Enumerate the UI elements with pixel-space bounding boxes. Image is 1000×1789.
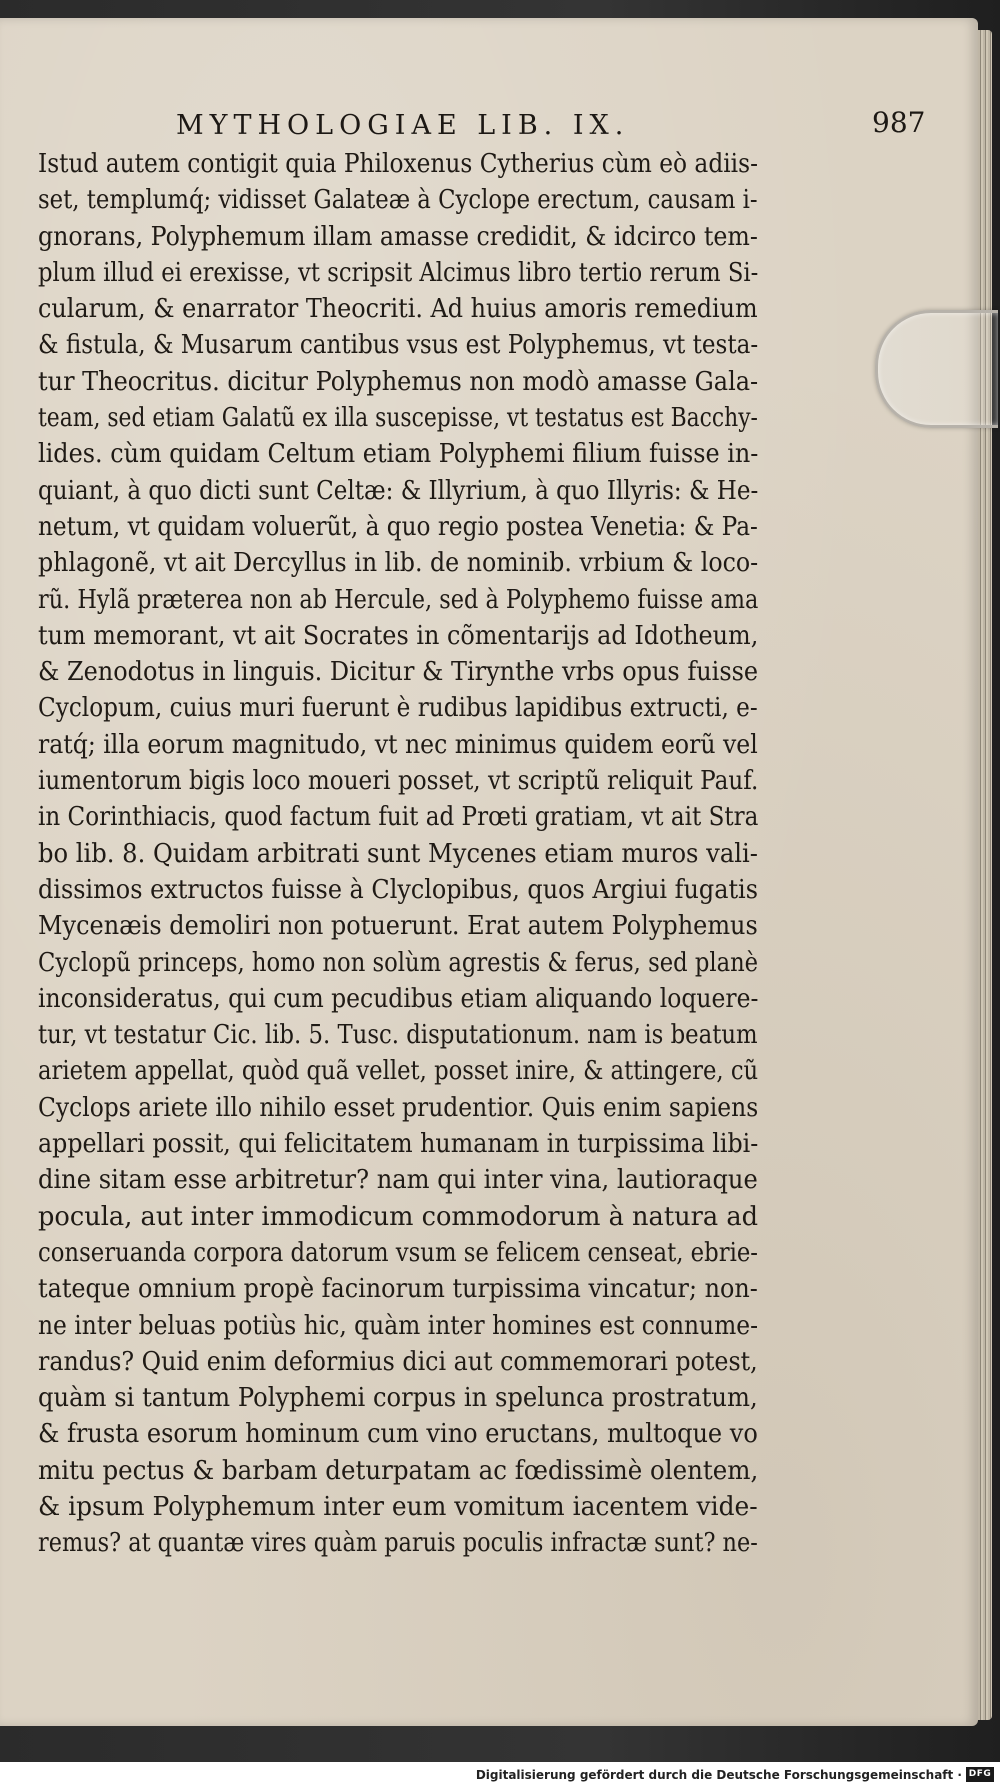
dfg-logo-icon: DFG: [966, 1767, 994, 1782]
text-line: arietem appellat, quòd quã vellet, posset inire, & attingere, cũ: [38, 1056, 759, 1087]
text-line: iumentorum bigis loco moueri posset, vt scriptũ reliquit Pauf.: [38, 766, 759, 797]
text-line: team, sed etiam Galatũ ex illa suscepisse, vt testatus est Bacchy-: [38, 403, 758, 434]
paper-clip-icon: [875, 310, 998, 428]
text-line: tum memorant, vt ait Socrates in cõmentarijs ad Idotheum,: [38, 620, 759, 651]
text-line: tur Theocritus. dicitur Polyphemus non modò amasse Gala-: [38, 366, 759, 397]
text-line: dissimos extructos fuisse à Clyclopibus, quos Argiui fugatis: [38, 874, 758, 905]
body-text: [38, 146, 758, 1562]
text-line: quiant, à quo dicti sunt Celtæ: & Illyrium, à quo Illyris: & He-: [38, 475, 759, 506]
text-line: ratq́; illa eorum magnitudo, vt nec minimus quidem eorũ vel: [38, 729, 758, 760]
text-line: & Zenodotus in linguis. Dicitur & Tirynthe vrbs opus fuisse: [38, 657, 759, 688]
text-line: lides. cùm quidam Celtum etiam Polyphemi filium fuisse in-: [38, 439, 759, 470]
text-line: gnorans, Polyphemum illam amasse credidit, & idcirco tem-: [38, 221, 758, 252]
text-line: cularum, & enarrator Theocriti. Ad huius amoris remedium: [38, 294, 758, 325]
text-line: rũ. Hylã præterea non ab Hercule, sed à Polyphemo fuisse ama: [38, 584, 759, 615]
text-line: Mycenæis demoliri non potuerunt. Erat autem Polyphemus: [38, 911, 758, 942]
text-line: quàm si tantum Polyphemi corpus in spelunca prostratum,: [38, 1383, 758, 1414]
text-line: ne inter beluas potiùs hic, quàm inter homines est connume-: [38, 1310, 759, 1341]
text-line: Cyclopum, cuius muri fuerunt è rudibus lapidibus extructi, e-: [38, 693, 758, 724]
page-number: 987: [872, 106, 926, 139]
footer-bar: [0, 1762, 1000, 1789]
text-line: Cyclopũ princeps, homo non solùm agrestis & ferus, sed planè: [38, 947, 759, 978]
text-line: plum illud ei erexisse, vt scripsit Alcimus libro tertio rerum Si-: [38, 257, 759, 288]
text-line: netum, vt quidam voluerũt, à quo regio postea Venetia: & Pa-: [38, 511, 758, 542]
text-line: & fistula, & Musarum cantibus vsus est Polyphemus, vt testa-: [38, 330, 759, 361]
text-line: inconsideratus, qui cum pecudibus etiam aliquando loquere-: [38, 983, 759, 1014]
text-line: Cyclops ariete illo nihilo esset prudentior. Quis enim sapiens: [38, 1092, 759, 1123]
text-line: Istud autem contigit quia Philoxenus Cytherius cùm eò adiis-: [38, 149, 758, 179]
footer-credit: Digitalisierung gefördert durch die Deutsche Forschungsgemeinschaft ·: [475, 1768, 962, 1782]
text-line: set, templumq́; vidisset Galateæ à Cyclope erectum, causam i-: [38, 185, 758, 216]
running-title: MYTHOLOGIAE LIB. IX.: [176, 110, 630, 141]
text-line: & ipsum Polyphemum inter eum vomitum iacentem vide-: [38, 1491, 758, 1522]
text-line: dine sitam esse arbitretur? nam qui inter vina, lautioraque: [38, 1165, 758, 1196]
text-line: remus? at quantæ vires quàm paruis poculis infractæ sunt? ne-: [38, 1528, 758, 1559]
text-line: appellari possit, qui felicitatem humanam in turpissima libi-: [38, 1129, 759, 1160]
text-line: mitu pectus & barbam deturpatam ac fœdissimè olentem,: [38, 1455, 759, 1486]
text-line: in Corinthiacis, quod factum fuit ad Prœti gratiam, vt ait Stra: [38, 802, 759, 833]
text-line: conseruanda corpora datorum vsum se felicem censeat, ebrie-: [38, 1237, 759, 1268]
page-edges: [978, 30, 992, 1720]
text-line: randus? Quid enim deformius dici aut commemorari potest,: [38, 1346, 758, 1377]
text-line: pocula, aut inter immodicum commodorum à natura ad: [38, 1201, 759, 1232]
text-line: & frusta esorum hominum cum vino eructans, multoque vo: [38, 1419, 758, 1450]
text-line: phlagonẽ, vt ait Dercyllus in lib. de nominib. vrbium & loco-: [38, 548, 759, 579]
text-line: tateque omnium propè facinorum turpissima vincatur; non-: [38, 1274, 758, 1305]
running-head: [0, 106, 978, 150]
book-page: [0, 18, 978, 1726]
text-line: bo lib. 8. Quidam arbitrati sunt Mycenes etiam muros vali-: [38, 838, 758, 869]
text-line: tur, vt testatur Cic. lib. 5. Tusc. disputationum. nam is beatum: [38, 1020, 758, 1051]
